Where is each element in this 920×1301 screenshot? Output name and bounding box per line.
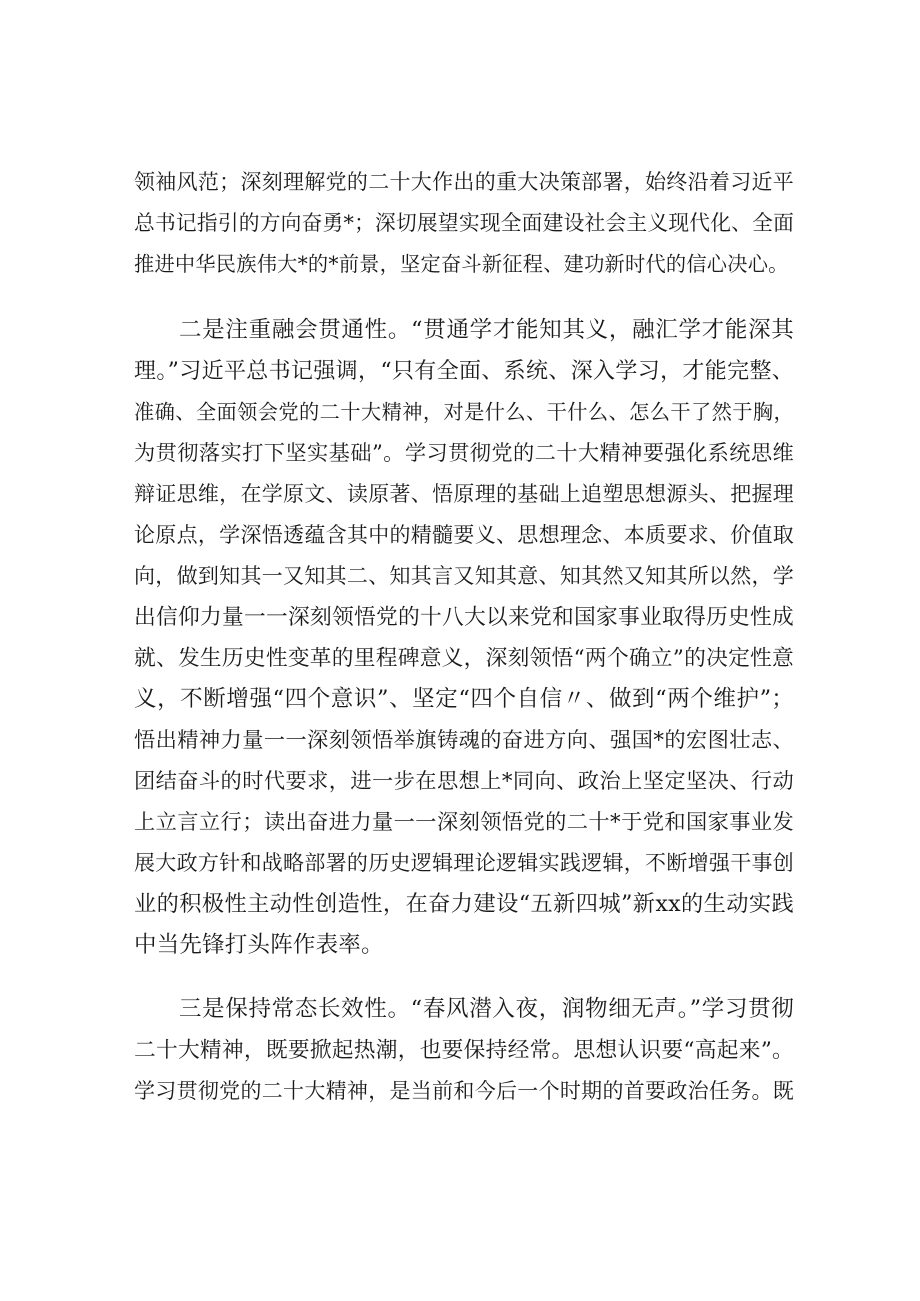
text-line: 推进中华民族伟大*的*前景，坚定奋斗新征程、建功新时代的信心决心。 [134,252,789,276]
text-line: 为贯彻落实打下坚实基础”。学习贯彻党的二十大精神要强化系统思维 [134,441,794,466]
text-line: 领袖风范；深刻理解党的二十大作出的重大决策部署，始终沿着习近平 [134,170,794,194]
text-line: 上立言立行；读出奋进力量一一深刻领悟党的二十*于党和国家事业发 [134,810,794,835]
text-line: 准确、全面领会党的二十大精神，对是什么、干什么、怎么干了然于胸， [134,400,794,424]
text-line: 理。”习近平总书记强调，“只有全面、系统、深入学习，才能完整、 [134,359,794,384]
text-line: 业的积极性主动性创造性，在奋力建设“五新四城”新xx的生动实践 [134,891,794,917]
text-line: 中当先锋打头阵作表率。 [134,932,384,958]
text-line: 向，做到知其一又知其二、知其言又知其意、知其然又知其所以然，学 [134,564,794,588]
text-line: 总书记指引的方向奋勇*；深切展望实现全面建设社会主义现代化、全面 [134,211,795,235]
text-line: 辩证思维，在学原文、读原著、悟原理的基础上追塑思想源头、把握理 [134,482,794,506]
text-line: 出信仰力量一一深刻领悟党的十八大以来党和国家事业取得历史性成 [134,605,794,630]
paragraph-3 [134,989,794,1112]
paragraph-2 [134,310,794,966]
text-line: 二十大精神，既要掀起热潮，也要保持经常。思想认识要“高起来”。 [134,1038,794,1063]
paragraph-1 [134,162,794,285]
text-line: 二是注重融会贯通性。“贯通学才能知其义，融汇学才能深其 [179,317,794,343]
text-line: 展大政方针和战略部署的历史逻辑理论逻辑实践逻辑，不断增强干事创 [134,851,794,875]
text-line: 论原点，学深悟透蕴含其中的精髓要义、思想理念、本质要求、价值取 [134,523,794,547]
text-line: 悟出精神力量一一深刻领悟举旗铸魂的奋进方向、强国*的宏图壮志、 [134,728,794,753]
text-line: 三是保持常态长效性。“春风潜入夜，润物细无声。”学习贯彻 [179,996,794,1022]
text-line: 就、发生历史性变革的里程碑意义，深刻领悟“两个确立”的决定性意 [134,646,794,671]
text-line: 义，不断增强“四个意识”、坚定“四个自信〃、做到“两个维护”； [134,686,794,712]
text-line: 学习贯彻党的二十大精神，是当前和今后一个时期的首要政治任务。既 [134,1079,794,1103]
text-line: 团结奋斗的时代要求，进一步在思想上*同向、政治上坚定坚决、行动 [134,769,794,794]
